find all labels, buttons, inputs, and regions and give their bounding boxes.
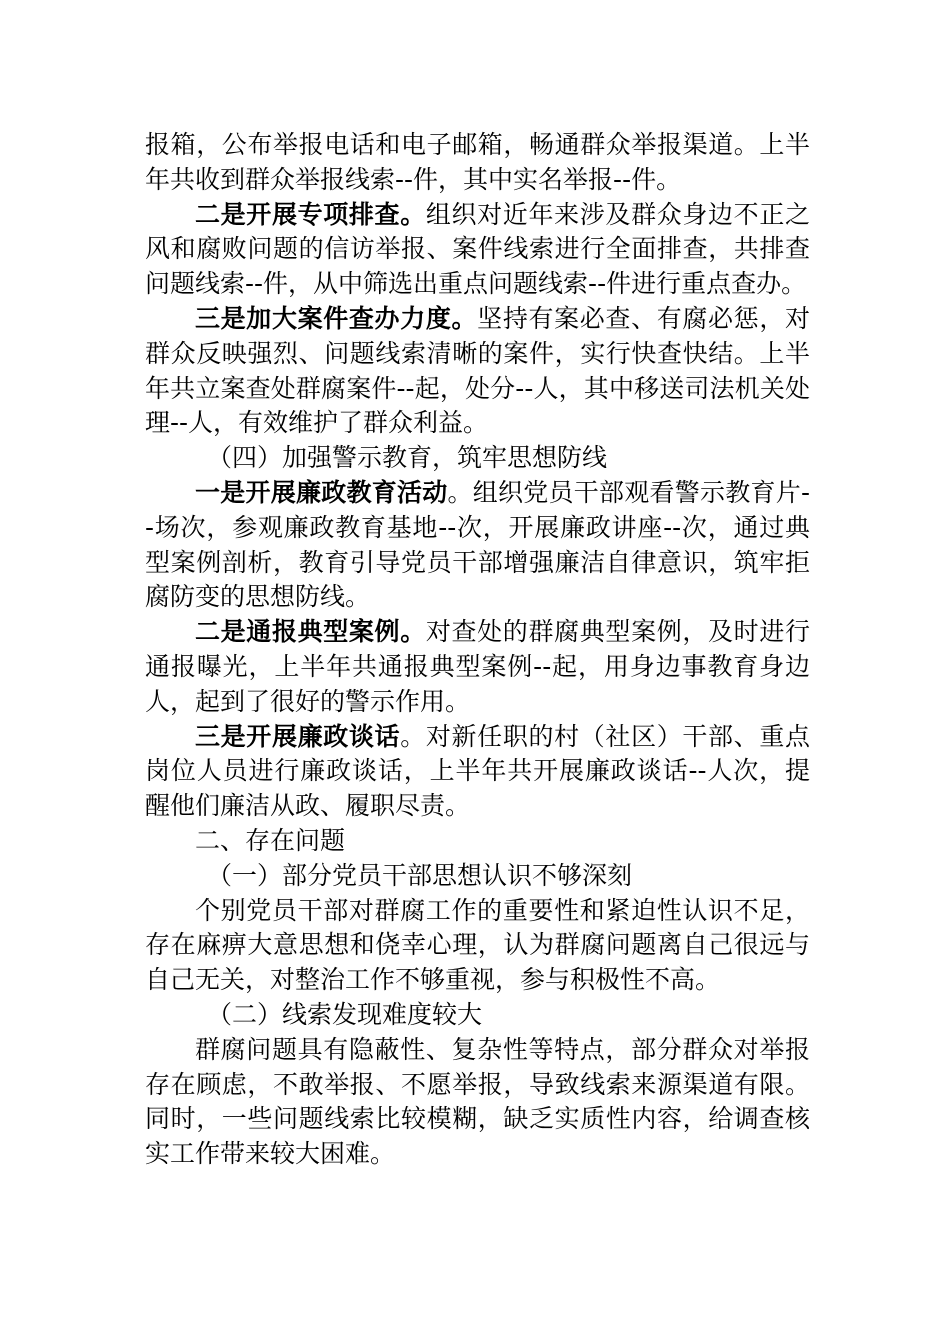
- paragraph-lead: 三是开展廉政谈话: [195, 721, 401, 751]
- paragraph-clue-difficulty: [145, 1033, 810, 1172]
- paragraph-text: 对查处的群腐典型案例，及时进行通报曝光，上半年共通报典型案例--起，用身边事教育身边人，起到了很好的警示作用。: [145, 617, 810, 716]
- paragraph-lead: 二是通报典型案例。: [195, 617, 426, 647]
- paragraph-text: 群腐问题具有隐蔽性、复杂性等特点，部分群众对举报存在顾虑，不敢举报、不愿举报，导致线索来源渠道有限。同时，一些问题线索比较模糊，缺乏实质性内容，给调查核实工作带来较大困难。: [145, 1034, 810, 1169]
- paragraph-integrity-talks: [145, 720, 810, 824]
- paragraph-lead: 一是开展廉政教育活动: [195, 477, 448, 507]
- subheading-awareness: （一）部分党员干部思想认识不够深刻: [207, 860, 633, 890]
- subheading-warning-education: （四）加强警示教育，筑牢思想防线: [207, 443, 608, 473]
- section-heading-problems: 二、存在问题: [195, 825, 346, 855]
- paragraph-awareness: [145, 894, 810, 998]
- paragraph-report-box: [145, 128, 810, 198]
- paragraph-text: 个别党员干部对群腐工作的重要性和紧迫性认识不足，存在麻痹大意思想和侥幸心理，认为群腐问题离自己很远与自己无关，对整治工作不够重视，参与积极性不高。: [145, 895, 810, 995]
- document-page: [145, 128, 810, 1172]
- subheading-clue-difficulty: （二）线索发现难度较大: [207, 999, 483, 1029]
- paragraph-case-handling: [145, 302, 810, 441]
- paragraph-text: 。对新任职的村（社区）干部、重点岗位人员进行廉政谈话，上半年共开展廉政谈话--人次，提醒他们廉洁从政、履职尽责。: [145, 721, 810, 821]
- paragraph-text: 。组织党员干部观看警示教育片--场次，参观廉政教育基地--次，开展廉政讲座--次，通过典型案例剖析，教育引导党员干部增强廉洁自律意识，筑牢拒腐防变的思想防线。: [145, 477, 810, 612]
- paragraph-special-inspection: [145, 198, 810, 302]
- paragraph-lead: 三是加大案件查办力度。: [195, 303, 478, 333]
- paragraph-integrity-education: [145, 476, 810, 615]
- paragraph-typical-cases: [145, 615, 810, 719]
- paragraph-text: 报箱，公布举报电话和电子邮箱，畅通群众举报渠道。上半年共收到群众举报线索--件，其中实名举报--件。: [145, 130, 810, 194]
- paragraph-text: 组织对近年来涉及群众身边不正之风和腐败问题的信访举报、案件线索进行全面排查，共排查问题线索--件，从中筛选出重点问题线索--件进行重点查办。: [145, 199, 810, 299]
- paragraph-lead: 二是开展专项排查。: [195, 199, 426, 229]
- paragraph-text: 坚持有案必查、有腐必惩，对群众反映强烈、问题线索清晰的案件，实行快查快结。上半年共立案查处群腐案件--起，处分--人，其中移送司法机关处理--人，有效维护了群众利益。: [145, 303, 810, 438]
